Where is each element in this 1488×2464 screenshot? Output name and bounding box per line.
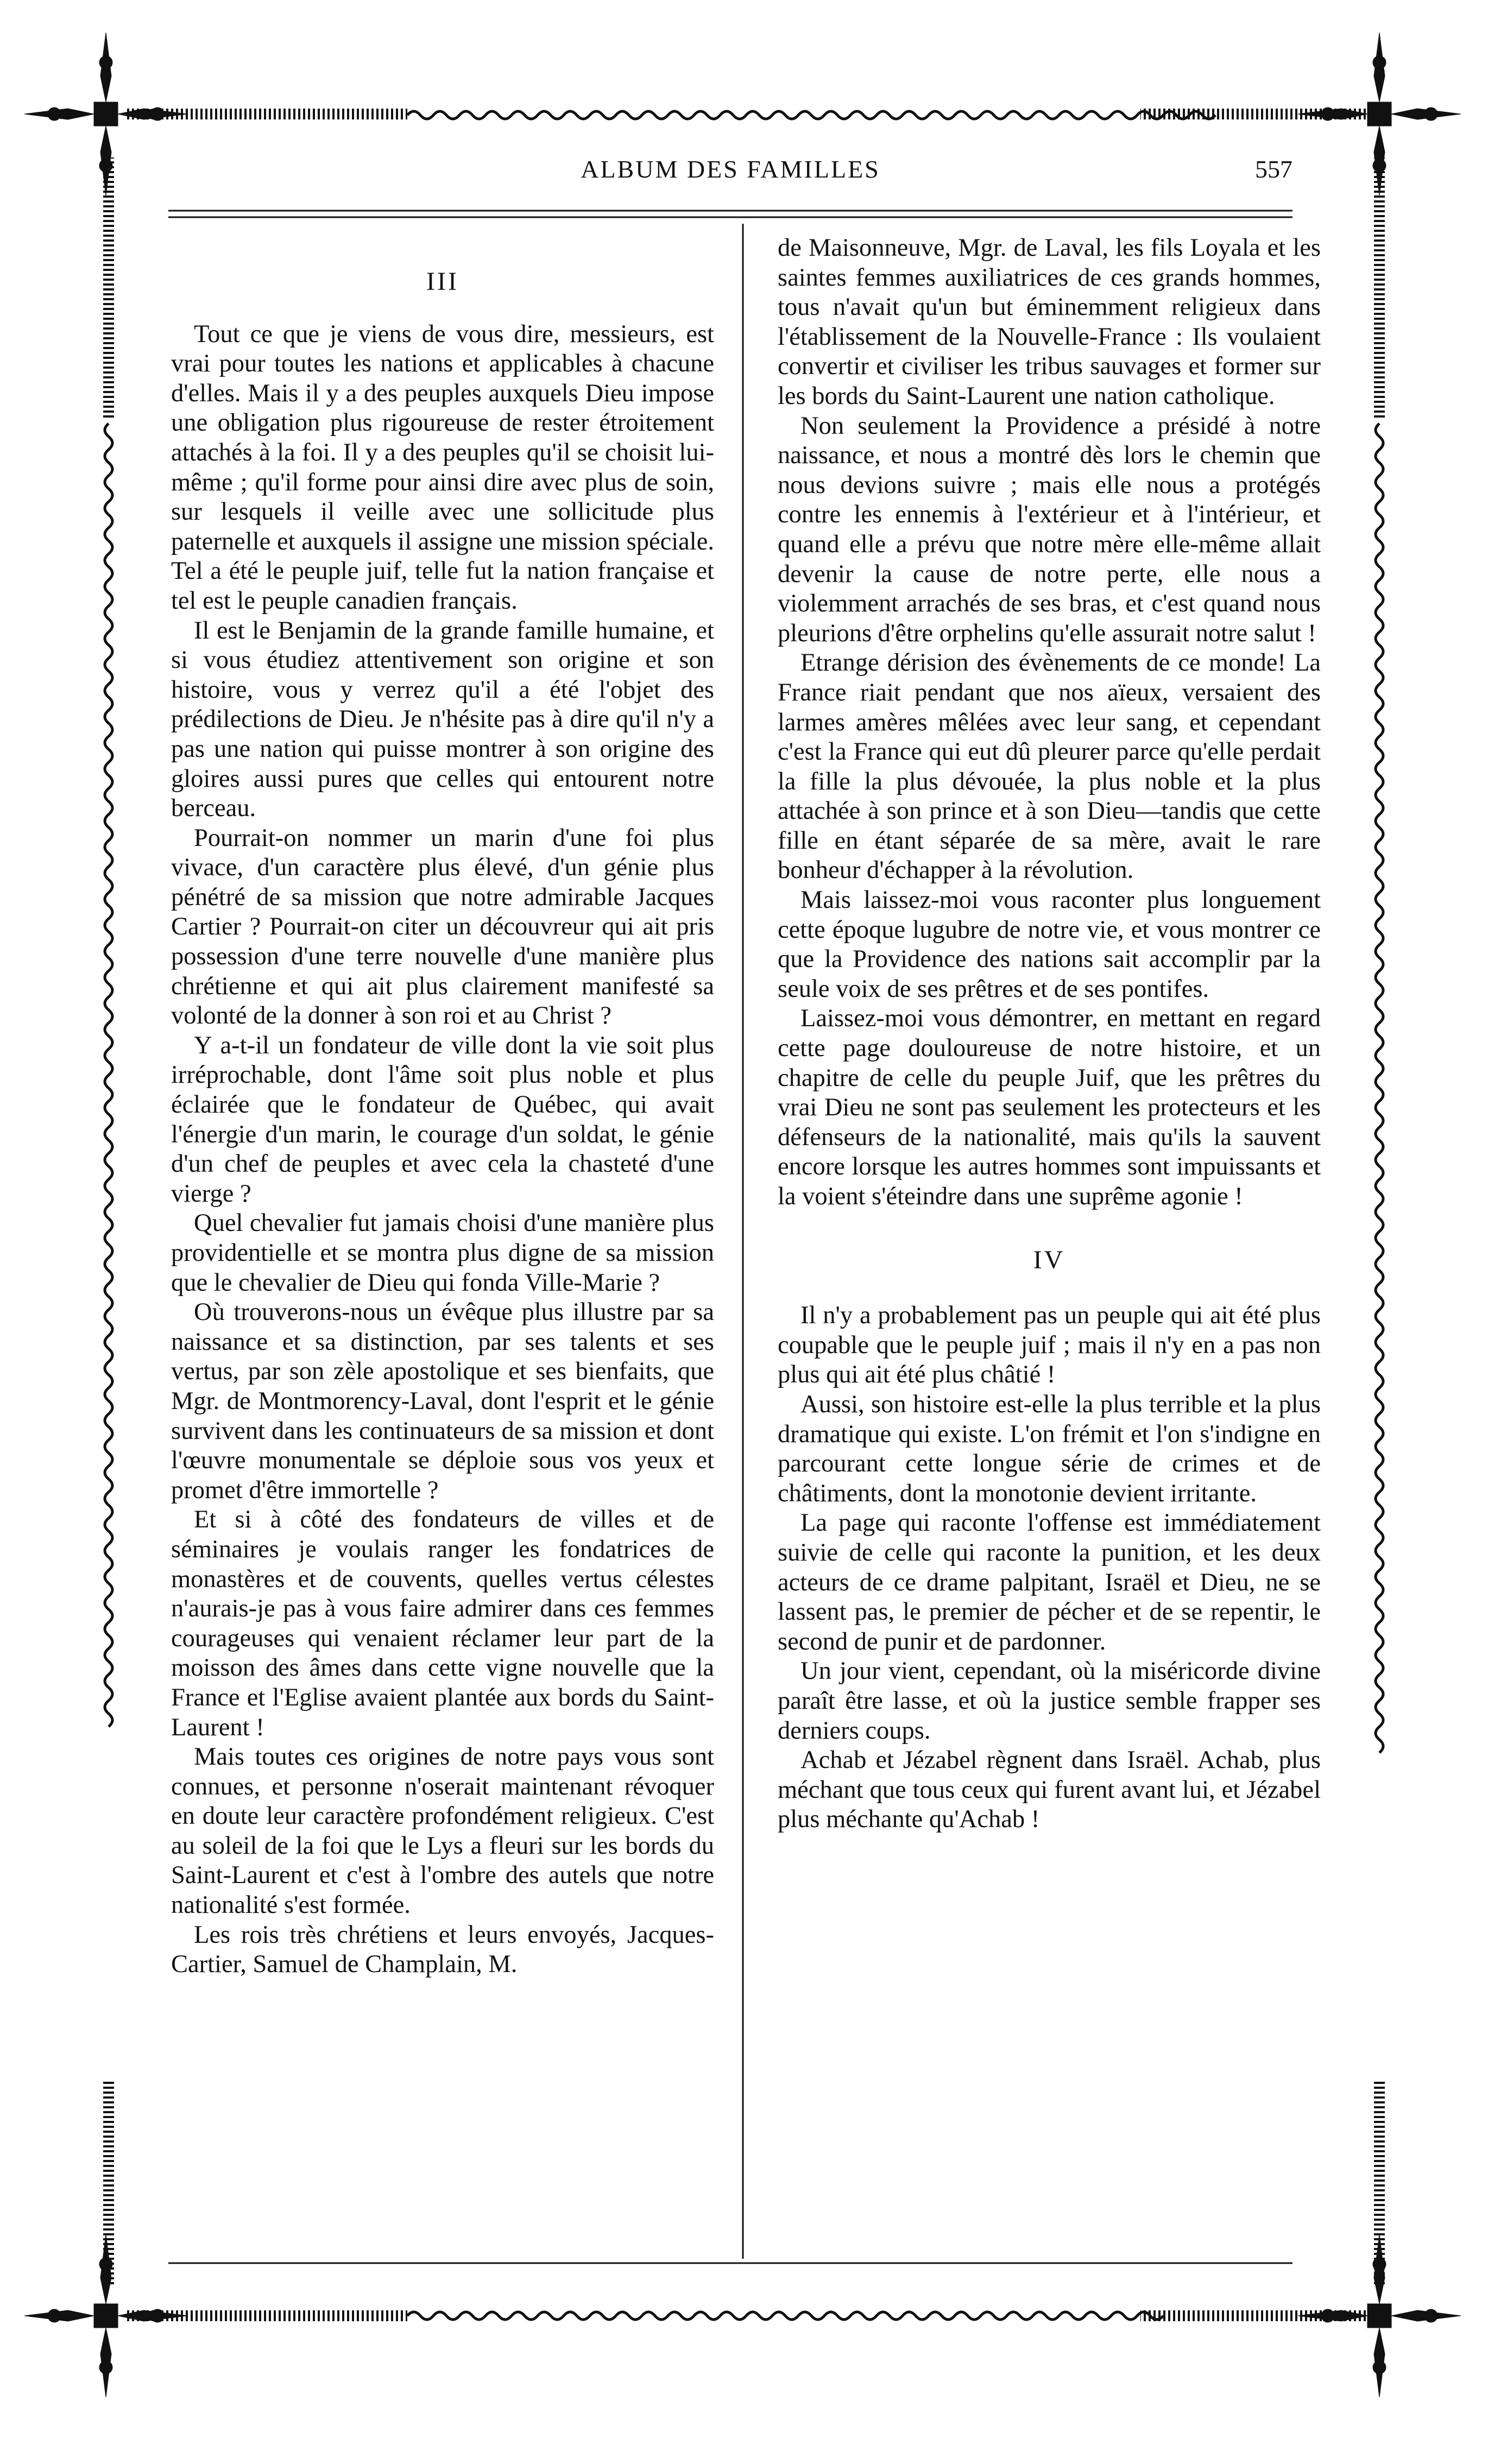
paragraph: Et si à côté des fondateurs de villes et de séminaires je voulais ranger les fondatrices de monastères et de couvents, quelles vertus célestes n'aurais-je pas à vous faire admirer dans ces femmes courageuses qui venaient réclamer leur part de la moisson des âmes dans cette vigne nouvelle que la France et l'Eglise avaient plantée aux bords du Saint-Laurent ! — [171, 1506, 714, 1741]
paragraph: Les rois très chrétiens et leurs envoyés, Jacques-Cartier, Samuel de Champlain, M. — [171, 1920, 714, 1979]
corner-ornament-bottom-right — [1298, 2234, 1461, 2397]
paragraph: Où trouverons-nous un évêque plus illustre par sa naissance et sa distinction, par ses talents et ses vertus, par son zèle apostolique et ses bienfaits, que Mgr. de Montmorency-Laval, dont l'esprit et le génie survivent dans les continuateurs de sa mission et dont l'œuvre monumentale se déploie sous vos yeux et promet d'être immortelle ? — [171, 1298, 714, 1504]
paragraph: La page qui raconte l'offense est immédiatement suivie de celle qui raconte la punition, et les deux acteurs de ce drame palpitant, Israël et Dieu, ne se lassent pas, le premier de pécher et de se repentir, le second de punir et de pardonner. — [778, 1509, 1321, 1656]
paragraph-continuation: de Maisonneuve, Mgr. de Laval, les fils Loyala et les saintes femmes auxiliatrices de ces grands hommes, tous n'avait qu'un but éminemment religieux dans l'établissement de la Nouvelle-France : Ils voulaient convertir et civiliser les tribus sauvages et former sur les bords du Saint-Laurent une nation catholique. — [778, 234, 1321, 410]
corner-ornament-top-right — [1298, 33, 1461, 195]
paragraph: Mais laissez-moi vous raconter plus longuement cette époque lugubre de notre vie, et vous montrer ce que la Providence des nations sait accomplir par la seule voix de ses prêtres et de ses pontifes. — [778, 886, 1321, 1003]
paragraph: Laissez-moi vous démontrer, en mettant en regard cette page douloureuse de notre histoire, et un chapitre de celle du peuple Juif, que les prêtres du vrai Dieu ne sont pas seulement les protecteurs et les défenseurs de la nationalité, mais qu'ils la sauvent encore lorsque les autres hommes sont impuissants et la voient s'éteindre dans une suprême agonie ! — [778, 1004, 1321, 1210]
paragraph: Pourrait-on nommer un marin d'une foi plus vivace, d'un caractère plus élevé, d'un génie plus pénétré de sa mission que notre admirable Jacques Cartier ? Pourrait-on citer un découvreur qui ait pris possession d'une terre nouvelle d'une manière plus chrétienne et qui ait plus clairement manifesté sa volonté de la donner à son roi et au Christ ? — [171, 824, 714, 1030]
paragraph: Mais toutes ces origines de notre pays vous sont connues, et personne n'oserait maintenant révoquer en doute leur caractère profondément religieux. C'est au soleil de la foi que le Lys a fleuri sur les bords du Saint-Laurent et c'est à l'ombre des autels que notre nationalité s'est formée. — [171, 1743, 714, 1919]
paragraph: Tout ce que je viens de vous dire, messieurs, est vrai pour toutes les nations et applicables à chacune d'elles. Mais il y a des peuples auxquels Dieu impose une obligation plus rigoureuse de rester étroitement attachés à la foi. Il y a des peuples qu'il se choisit lui-même ; qu'il forme pour ainsi dire avec plus de soin, sur lesquels il veille avec une sollicitude plus paternelle et auxquels il assigne une mission spéciale. Tel a été le peuple juif, telle fut la nation française et tel est le peuple canadien français. — [171, 320, 714, 615]
section-heading-iv: IV — [1033, 1245, 1065, 1274]
paragraph: Il est le Benjamin de la grande famille humaine, et si vous étudiez attentivement son origine et son histoire, vous y verrez qu'il a été l'objet des prédilections de Dieu. Je n'hésite pas à dire qu'il n'y a pas une nation qui puisse montrer à son origine des gloires aussi pures que celles qui entourent notre berceau. — [171, 616, 714, 823]
running-header — [168, 155, 1292, 198]
paragraph: Y a-t-il un fondateur de ville dont la vie soit plus irréprochable, dont l'âme soit plus noble et plus éclairée que le fondateur de Québec, qui avait l'énergie d'un marin, le courage d'un soldat, le génie d'un chef de peuples et avec cela la chasteté d'une vierge ? — [171, 1031, 714, 1208]
right-border-wave — [1376, 424, 1383, 1753]
corner-ornament-bottom-left — [24, 2234, 187, 2397]
top-border-wave — [407, 111, 1215, 119]
section-heading-iii: III — [426, 267, 459, 296]
left-border-wave — [105, 424, 112, 1727]
paragraph: Un jour vient, cependant, où la miséricorde divine paraît être lasse, et où la justice semble frapper ses derniers coups. — [778, 1657, 1321, 1745]
paragraph: Quel chevalier fut jamais choisi d'une manière plus providentielle et se montra plus digne de sa mission que le chevalier de Dieu qui fonda Ville-Marie ? — [171, 1209, 714, 1297]
paragraph: Il n'y a probablement pas un peuple qui ait été plus coupable que le peuple juif ; mais il n'y en a pas non plus qui ait été plus châtié ! — [778, 1302, 1321, 1389]
bottom-border-wave — [407, 2312, 1163, 2320]
right-column — [778, 233, 1321, 1835]
paragraph: Aussi, son histoire est-elle la plus terrible et la plus dramatique qui existe. L'on frémit et l'on s'indigne en parcourant cette longue série de crimes et de châtiments, dont la monotonie devient irritante. — [778, 1390, 1321, 1507]
paragraph: Etrange dérision des évènements de ce monde! La France riait pendant que nos aïeux, versaient des larmes amères mêlées avec leur sang, et cependant c'est la France qui eut dû pleurer parce qu'elle perdait la fille la plus dévouée, la plus noble et la plus attachée à son prince et à son Dieu—tandis que cette fille en étant séparée de sa mère, avait le rare bonheur d'échapper à la révolution. — [778, 649, 1321, 884]
left-border-hatch-top — [103, 157, 114, 418]
corner-ornament-top-left — [24, 33, 187, 195]
left-column — [171, 233, 714, 1980]
paragraph: Achab et Jézabel règnent dans Israël. Achab, plus méchant que tous ceux qui furent avant lui, et Jézabel plus méchante qu'Achab ! — [778, 1746, 1321, 1834]
right-border-hatch-top — [1374, 157, 1385, 418]
page-number: 557 — [1255, 155, 1292, 183]
running-title: ALBUM DES FAMILLES — [581, 155, 880, 183]
paragraph: Non seulement la Providence a présidé à notre naissance, et nous a montré dès lors le chemin que nous devions suivre ; mais elle nous a protégés contre les ennemis à l'extérieur et à l'intérieur, et quand elle a prévu que notre mère elle-même allait devenir la cause de notre perte, elle nous a violemment arrachés de ses bras, et c'est quand nous pleurions d'être orphelins qu'elle assurait notre salut ! — [778, 412, 1321, 647]
